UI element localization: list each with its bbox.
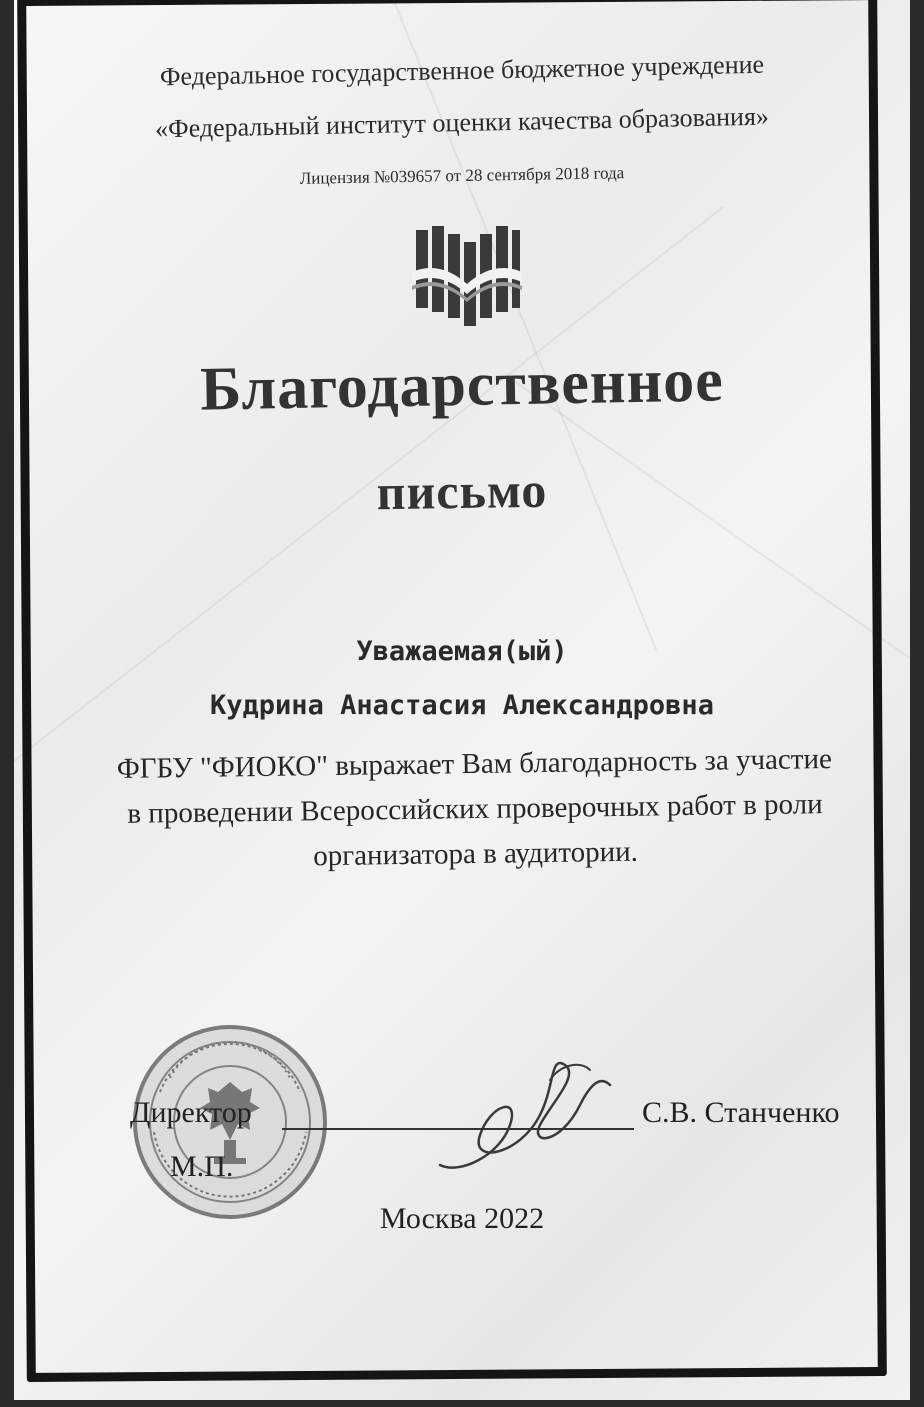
- director-label: Директор: [130, 1096, 252, 1129]
- license-info: Лицензия №039657 от 28 сентября 2018 года: [299, 163, 625, 188]
- city-year: Москва 2022: [379, 1202, 545, 1235]
- document-title-line1: Благодарственное: [199, 346, 725, 424]
- signature-line: [282, 1128, 634, 1130]
- recipient-name: Кудрина Анастасия Александровна: [210, 690, 714, 721]
- document-title-line2: письмо: [376, 461, 548, 521]
- signature-row: [130, 1096, 890, 1156]
- body-line1: ФГБУ "ФИОКО" выражает Вам благодарность за участие: [116, 743, 833, 785]
- body-line2: в проведении Всероссийских проверочных работ в роли: [127, 788, 823, 830]
- stamp-mark-label: М.П.: [170, 1150, 234, 1183]
- signer-name: С.В. Станченко: [642, 1096, 840, 1129]
- organization-name-line2: «Федеральный институт оценки качества образования»: [154, 101, 770, 144]
- body-line3: организатора в аудитории.: [313, 835, 639, 873]
- body-text: [59, 736, 891, 883]
- greeting: Уважаемая(ый): [356, 636, 568, 667]
- fioko-logo-icon: [412, 222, 522, 332]
- organization-name-line1: Федеральное государственное бюджетное учреждение: [159, 49, 765, 92]
